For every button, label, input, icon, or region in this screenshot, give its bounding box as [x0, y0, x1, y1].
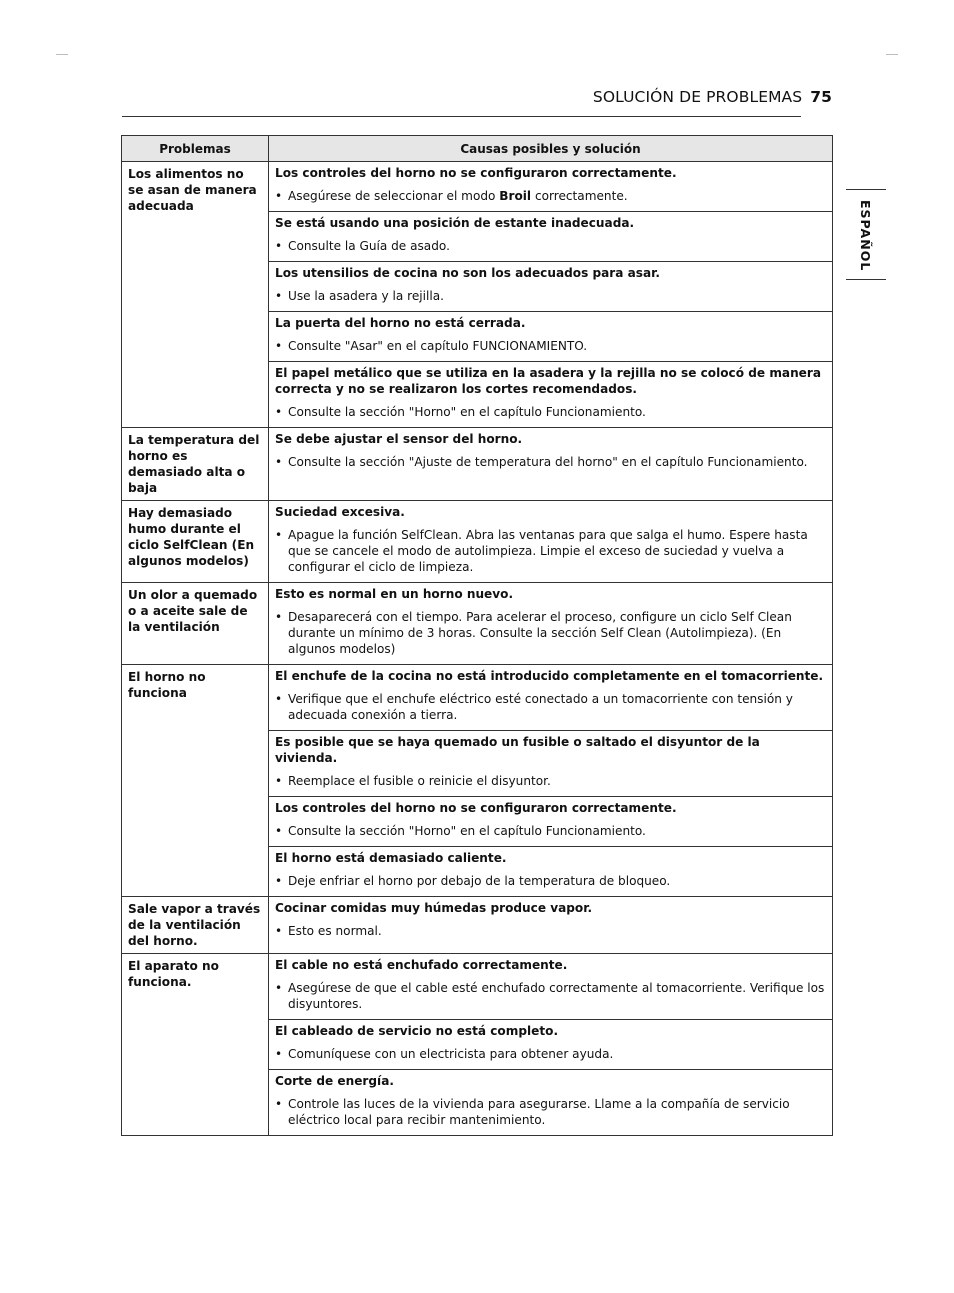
solution-text: Asegúrese de seleccionar el modo [288, 189, 500, 203]
solution-item [275, 980, 826, 1012]
crop-mark-left [56, 54, 68, 55]
solution-text: Consulte la sección "Ajuste de temperatura del horno" en el capítulo Funcionamiento. [288, 455, 808, 469]
cause-block [269, 162, 832, 211]
solution-text: Use la asadera y la rejilla. [288, 289, 444, 303]
cause-block [269, 501, 832, 582]
table-row [122, 954, 833, 1136]
solution-text: Asegúrese de que el cable esté enchufado correctamente al tomacorriente. Verifique los disyuntores. [288, 981, 825, 1011]
causes-cell [269, 501, 833, 583]
header-rule [122, 116, 801, 117]
solution-list [275, 238, 826, 254]
problem-cell: Un olor a quemado o a aceite sale de la ventilación [122, 583, 269, 665]
solution-item [275, 454, 826, 470]
solution-list [275, 1046, 826, 1062]
causes-cell [269, 665, 833, 897]
cause-block [269, 1069, 832, 1135]
page-number: 75 [810, 88, 832, 106]
solution-text: Deje enfriar el horno por debajo de la temperatura de bloqueo. [288, 874, 671, 888]
cause-heading: Se debe ajustar el sensor del horno. [275, 432, 523, 446]
problem-cell: Los alimentos no se asan de manera adecuada [122, 162, 269, 428]
crop-mark-right [886, 54, 898, 55]
solution-item [275, 527, 826, 575]
solution-text: Comuníquese con un electricista para obtener ayuda. [288, 1047, 614, 1061]
solution-text: Controle las luces de la vivienda para asegurarse. Llame a la compañía de servicio eléctrico local para recibir mantenimiento. [288, 1097, 790, 1127]
cause-heading: Los controles del horno no se configuraron correctamente. [275, 801, 677, 815]
solution-text: Consulte la Guía de asado. [288, 239, 450, 253]
problem-cell: Hay demasiado humo durante el ciclo SelfClean (En algunos modelos) [122, 501, 269, 583]
solution-text: correctamente. [531, 189, 628, 203]
cause-heading: Los utensilios de cocina no son los adecuados para asar. [275, 266, 660, 280]
problem-cell: La temperatura del horno es demasiado alta o baja [122, 428, 269, 501]
solution-item [275, 923, 826, 939]
cause-heading: Cocinar comidas muy húmedas produce vapor. [275, 901, 593, 915]
solution-list [275, 980, 826, 1012]
solution-text: Consulte "Asar" en el capítulo FUNCIONAMIENTO. [288, 339, 588, 353]
solution-item [275, 773, 826, 789]
page-header [122, 88, 832, 116]
causes-cell [269, 583, 833, 665]
solution-text: Consulte la sección "Horno" en el capítulo Funcionamiento. [288, 405, 646, 419]
cause-heading: Corte de energía. [275, 1074, 394, 1088]
table-row [122, 665, 833, 897]
cause-heading: El cableado de servicio no está completo. [275, 1024, 559, 1038]
table-header-row [122, 136, 833, 162]
solution-item [275, 288, 826, 304]
cause-block [269, 583, 832, 664]
solution-text: Reemplace el fusible o reinicie el disyuntor. [288, 774, 551, 788]
solution-item [275, 823, 826, 839]
cause-block [269, 846, 832, 896]
solution-list [275, 188, 826, 204]
solution-list [275, 773, 826, 789]
solution-list [275, 454, 826, 470]
cause-heading: El enchufe de la cocina no está introducido completamente en el tomacorriente. [275, 669, 824, 683]
solution-list [275, 404, 826, 420]
cause-block [269, 361, 832, 427]
solution-item [275, 404, 826, 420]
language-side-tab [846, 189, 886, 280]
solution-list [275, 923, 826, 939]
cause-heading: El horno está demasiado caliente. [275, 851, 507, 865]
causes-cell [269, 428, 833, 501]
cause-block [269, 796, 832, 846]
cause-heading: Suciedad excesiva. [275, 505, 405, 519]
solution-item [275, 188, 826, 204]
cause-block [269, 428, 832, 477]
cause-block [269, 211, 832, 261]
solution-item [275, 238, 826, 254]
causes-cell [269, 162, 833, 428]
solution-mode-name: Broil [499, 189, 532, 203]
solution-list [275, 823, 826, 839]
solution-list [275, 1096, 826, 1128]
causes-cell [269, 954, 833, 1136]
solution-text: Desaparecerá con el tiempo. Para acelerar el proceso, configure un ciclo Self Clean durante un mínimo de 3 horas. Consulte la sección Self Clean (Autolimpieza). (En algunos modelos) [288, 610, 792, 656]
cause-block [269, 730, 832, 796]
cause-heading: Esto es normal en un horno nuevo. [275, 587, 514, 601]
section-title: SOLUCIÓN DE PROBLEMAS [592, 88, 803, 106]
cause-heading: Se está usando una posición de estante inadecuada. [275, 216, 635, 230]
solution-list [275, 527, 826, 575]
solution-text: Consulte la sección "Horno" en el capítulo Funcionamiento. [288, 824, 646, 838]
problem-cell: El horno no funciona [122, 665, 269, 897]
cause-heading: Los controles del horno no se configuraron correctamente. [275, 166, 677, 180]
cause-heading: Es posible que se haya quemado un fusible o saltado el disyuntor de la vivienda. [275, 735, 760, 765]
column-header-problems: Problemas [122, 136, 269, 162]
table-row [122, 897, 833, 954]
solution-list [275, 609, 826, 657]
causes-cell [269, 897, 833, 954]
table-row [122, 583, 833, 665]
table-row [122, 501, 833, 583]
solution-list [275, 288, 826, 304]
column-header-causes: Causas posibles y solución [269, 136, 833, 162]
solution-list [275, 338, 826, 354]
solution-text: Apague la función SelfClean. Abra las ventanas para que salga el humo. Espere hasta que se cancele el modo de autolimpieza. Limpie el exceso de suciedad y vuelva a configurar el ciclo de limpieza. [288, 528, 808, 574]
cause-heading: El papel metálico que se utiliza en la asadera y la rejilla no se colocó de manera correcta y no se realizaron los cortes recomendados. [275, 366, 822, 396]
solution-text: Verifique que el enchufe eléctrico esté conectado a un tomacorriente con tensión y adecuada conexión a tierra. [288, 692, 793, 722]
cause-block [269, 954, 832, 1019]
table-row [122, 428, 833, 501]
problem-cell: El aparato no funciona. [122, 954, 269, 1136]
troubleshooting-table [121, 135, 833, 1136]
cause-block [269, 665, 832, 730]
language-label: ESPAÑOL [858, 200, 873, 272]
solution-item [275, 609, 826, 657]
solution-item [275, 691, 826, 723]
solution-item [275, 1046, 826, 1062]
problem-cell: Sale vapor a través de la ventilación del horno. [122, 897, 269, 954]
solution-list [275, 873, 826, 889]
solution-text: Esto es normal. [288, 924, 382, 938]
solution-item [275, 873, 826, 889]
cause-block [269, 311, 832, 361]
solution-item [275, 1096, 826, 1128]
cause-block [269, 897, 832, 946]
cause-heading: La puerta del horno no está cerrada. [275, 316, 526, 330]
solution-list [275, 691, 826, 723]
cause-block [269, 1019, 832, 1069]
cause-heading: El cable no está enchufado correctamente. [275, 958, 568, 972]
solution-item [275, 338, 826, 354]
cause-block [269, 261, 832, 311]
table-row [122, 162, 833, 428]
